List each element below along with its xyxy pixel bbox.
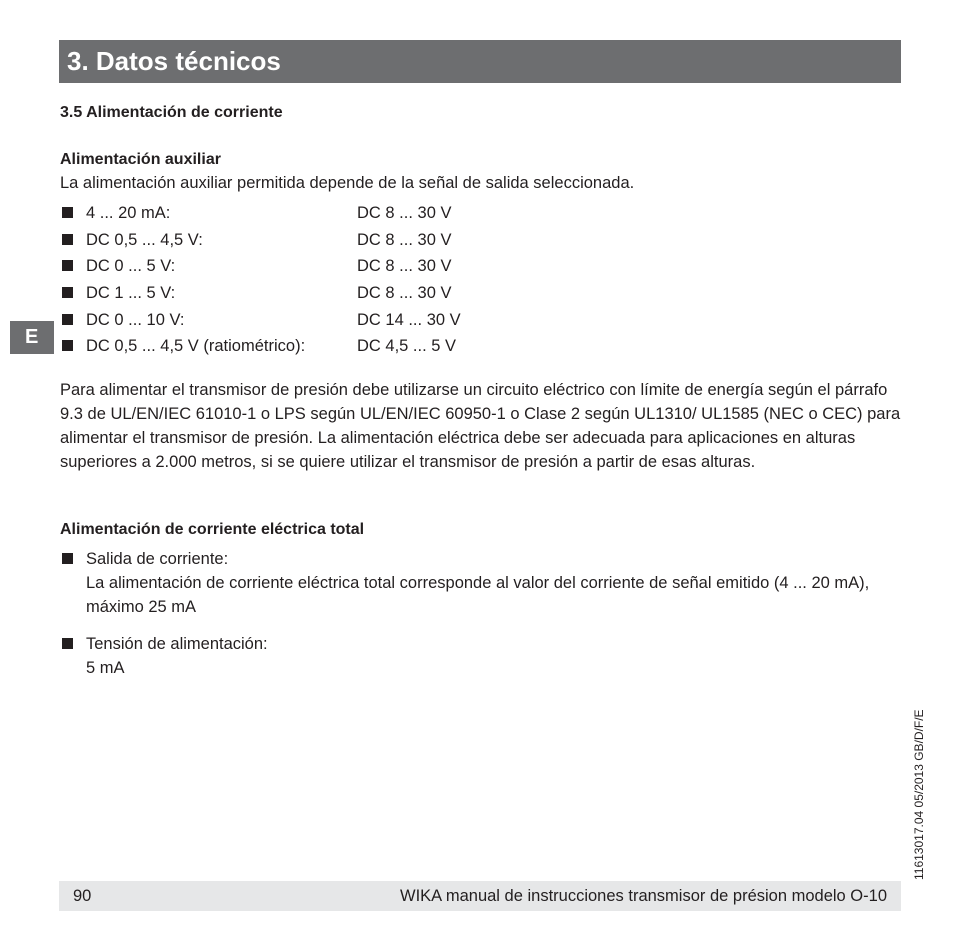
item-title: Salida de corriente: (86, 550, 229, 568)
square-bullet-icon (62, 553, 73, 564)
power-requirements-paragraph: Para alimentar el transmisor de presión debe utilizarse un circuito eléctrico con límite de energía según el párrafo 9.3 de UL/EN/IEC 61010-1 o LPS según UL/EN/IEC 60950-1 o Clase 2 según UL1310/ UL1585 (NEC o CEC) para alimentar el transmisor de presión. La alimentación eléctrica debe ser adecuada para aplicaciones en alturas superiores a 2.000 metros, si se quiere utilizar el transmisor de presión a partir de esas alturas. (60, 381, 901, 471)
auxiliar-intro: La alimentación auxiliar permitida depende de la señal de salida seleccionada. (60, 174, 635, 192)
spec-signal: DC 0,5 ... 4,5 V: (86, 230, 203, 249)
list-item (60, 632, 905, 680)
item-title: Tensión de alimentación: (86, 635, 268, 653)
auxiliar-heading: Alimentación auxiliar (60, 151, 221, 168)
chapter-title: 3. Datos técnicos (67, 46, 281, 76)
page-footer (59, 881, 901, 911)
spec-voltage: DC 4,5 ... 5 V (357, 337, 457, 356)
spec-signal: DC 0,5 ... 4,5 V (ratiométrico): (86, 337, 306, 356)
document-code: 11613017.04 05/2013 GB/D/F/E (912, 709, 926, 880)
spec-voltage: DC 8 ... 30 V (357, 204, 452, 222)
total-current-heading: Alimentación de corriente eléctrica total (60, 521, 365, 538)
square-bullet-icon (62, 638, 73, 649)
spec-voltage: DC 8 ... 30 V (357, 257, 452, 276)
spec-signal: 4 ... 20 mA: (86, 204, 171, 222)
square-bullet-icon (62, 260, 73, 271)
square-bullet-icon (62, 207, 73, 218)
section-heading: 3.5 Alimentación de corriente (60, 104, 283, 121)
page-number: 90 (73, 887, 92, 905)
square-bullet-icon (62, 234, 73, 245)
square-bullet-icon (62, 314, 73, 325)
spec-voltage: DC 8 ... 30 V (357, 284, 452, 303)
item-description: La alimentación de corriente eléctrica total corresponde al valor del corriente de señal emitido (4 ... 20 mA), máximo 25 mA (86, 574, 870, 616)
item-description: 5 mA (86, 659, 125, 677)
square-bullet-icon (62, 287, 73, 298)
spec-signal: DC 1 ... 5 V: (86, 284, 176, 303)
square-bullet-icon (62, 340, 73, 351)
spec-signal: DC 0 ... 5 V: (86, 257, 176, 276)
spec-signal: DC 0 ... 10 V: (86, 310, 185, 329)
chapter-header (59, 40, 901, 83)
language-tab: E (10, 321, 54, 354)
spec-voltage: DC 14 ... 30 V (357, 310, 461, 329)
footer-title: WIKA manual de instrucciones transmisor de présion modelo O-10 (400, 887, 887, 905)
list-item (60, 547, 905, 619)
spec-voltage: DC 8 ... 30 V (357, 230, 452, 249)
